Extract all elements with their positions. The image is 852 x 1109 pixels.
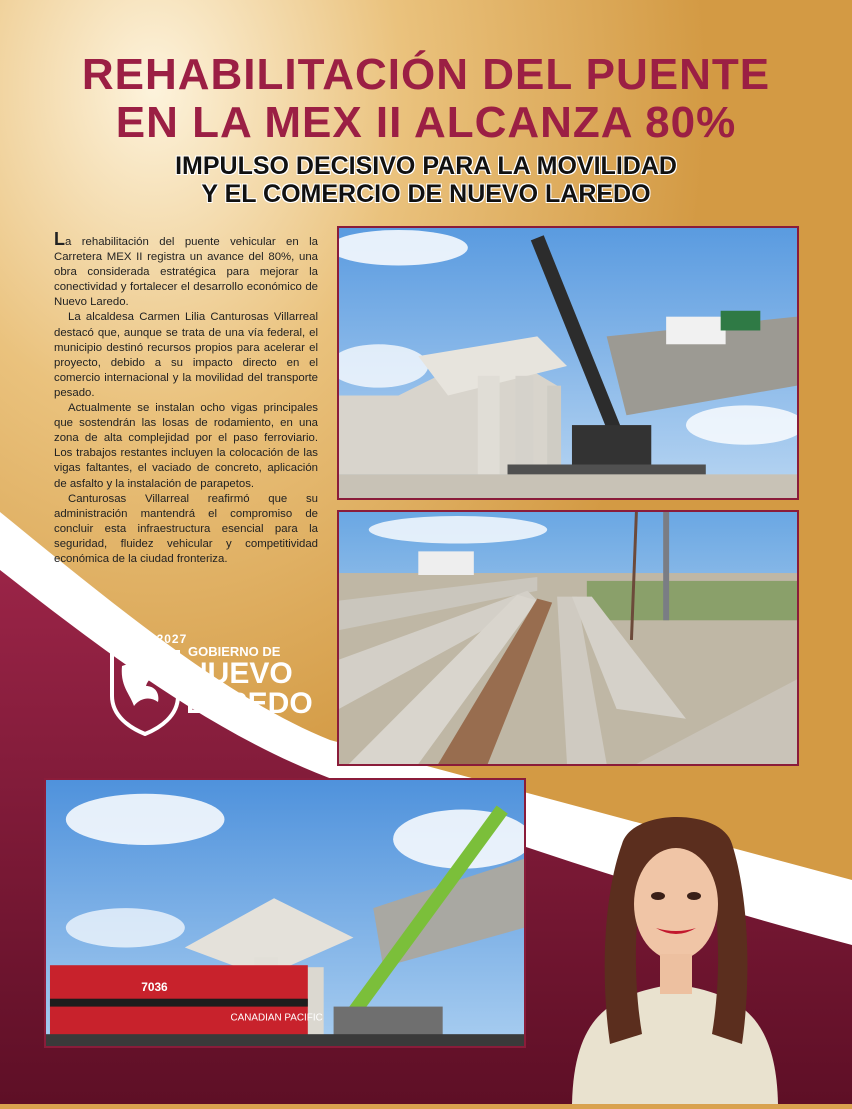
logo-text-nuevo: NUEVO [186,657,293,690]
article-paragraph: Canturosas Villarreal reafirmó que su administración mantendrá el compromiso de concluir esta infraestructura esencial para la seguridad, fluidez vehicular y competitividad económica de la ciudad fronteriza. [54,492,318,565]
logo-text-laredo: LAREDO [186,687,313,720]
logo-text-gobierno: GOBIERNO DE [188,644,281,659]
article-paragraph [54,229,318,310]
article-paragraph-text: a rehabilitación del puente vehicular en la Carretera MEX II registra un avance del 80%, una obra considerada estratégica para mejorar la conectividad y fortalecer el desarrollo económico de Nuevo Laredo. [54,236,318,309]
drop-cap: L [54,229,65,249]
photo-train-bridge [44,778,526,1048]
page-subtitle-line-2: Y EL COMERCIO DE NUEVO LAREDO [201,180,651,208]
page-subtitle-line-1: IMPULSO DECISIVO PARA LA MOVILIDAD [175,152,677,180]
page-title-line-1: REHABILITACIÓN DEL PUENTE [81,50,771,99]
logo-years: 2024 • 2027 [112,632,188,646]
gobierno-nuevo-laredo-logo [108,632,328,728]
portrait-alcaldesa [552,804,798,1104]
article-body [54,229,318,567]
train-number: 7036 [141,979,168,994]
train-text: CANADIAN PACIFIC [230,1012,323,1024]
photo-bridge-crane [337,226,799,500]
article-paragraph: Actualmente se instalan ocho vigas principales que sostendrán las losas de rodamiento, en una zona de alta complejidad por el paso ferroviario. Los trabajos restantes incluyen la colocación de las vigas faltantes, el vaciado de concreto, aplicación de asfalto y la instalación de parapetos. [54,402,318,490]
shield-emblem-icon [108,646,182,736]
article-paragraph: La alcaldesa Carmen Lilia Canturosas Villarreal destacó que, aunque se trata de una vía federal, el municipio destinó recursos propios para acelerar el proyecto, debido a su impacto directo en el comercio internacional y la movilidad del transporte pesado. [54,311,318,399]
photo-bridge-beams [337,510,799,766]
page-title-line-2: EN LA MEX II ALCANZA 80% [115,98,737,147]
